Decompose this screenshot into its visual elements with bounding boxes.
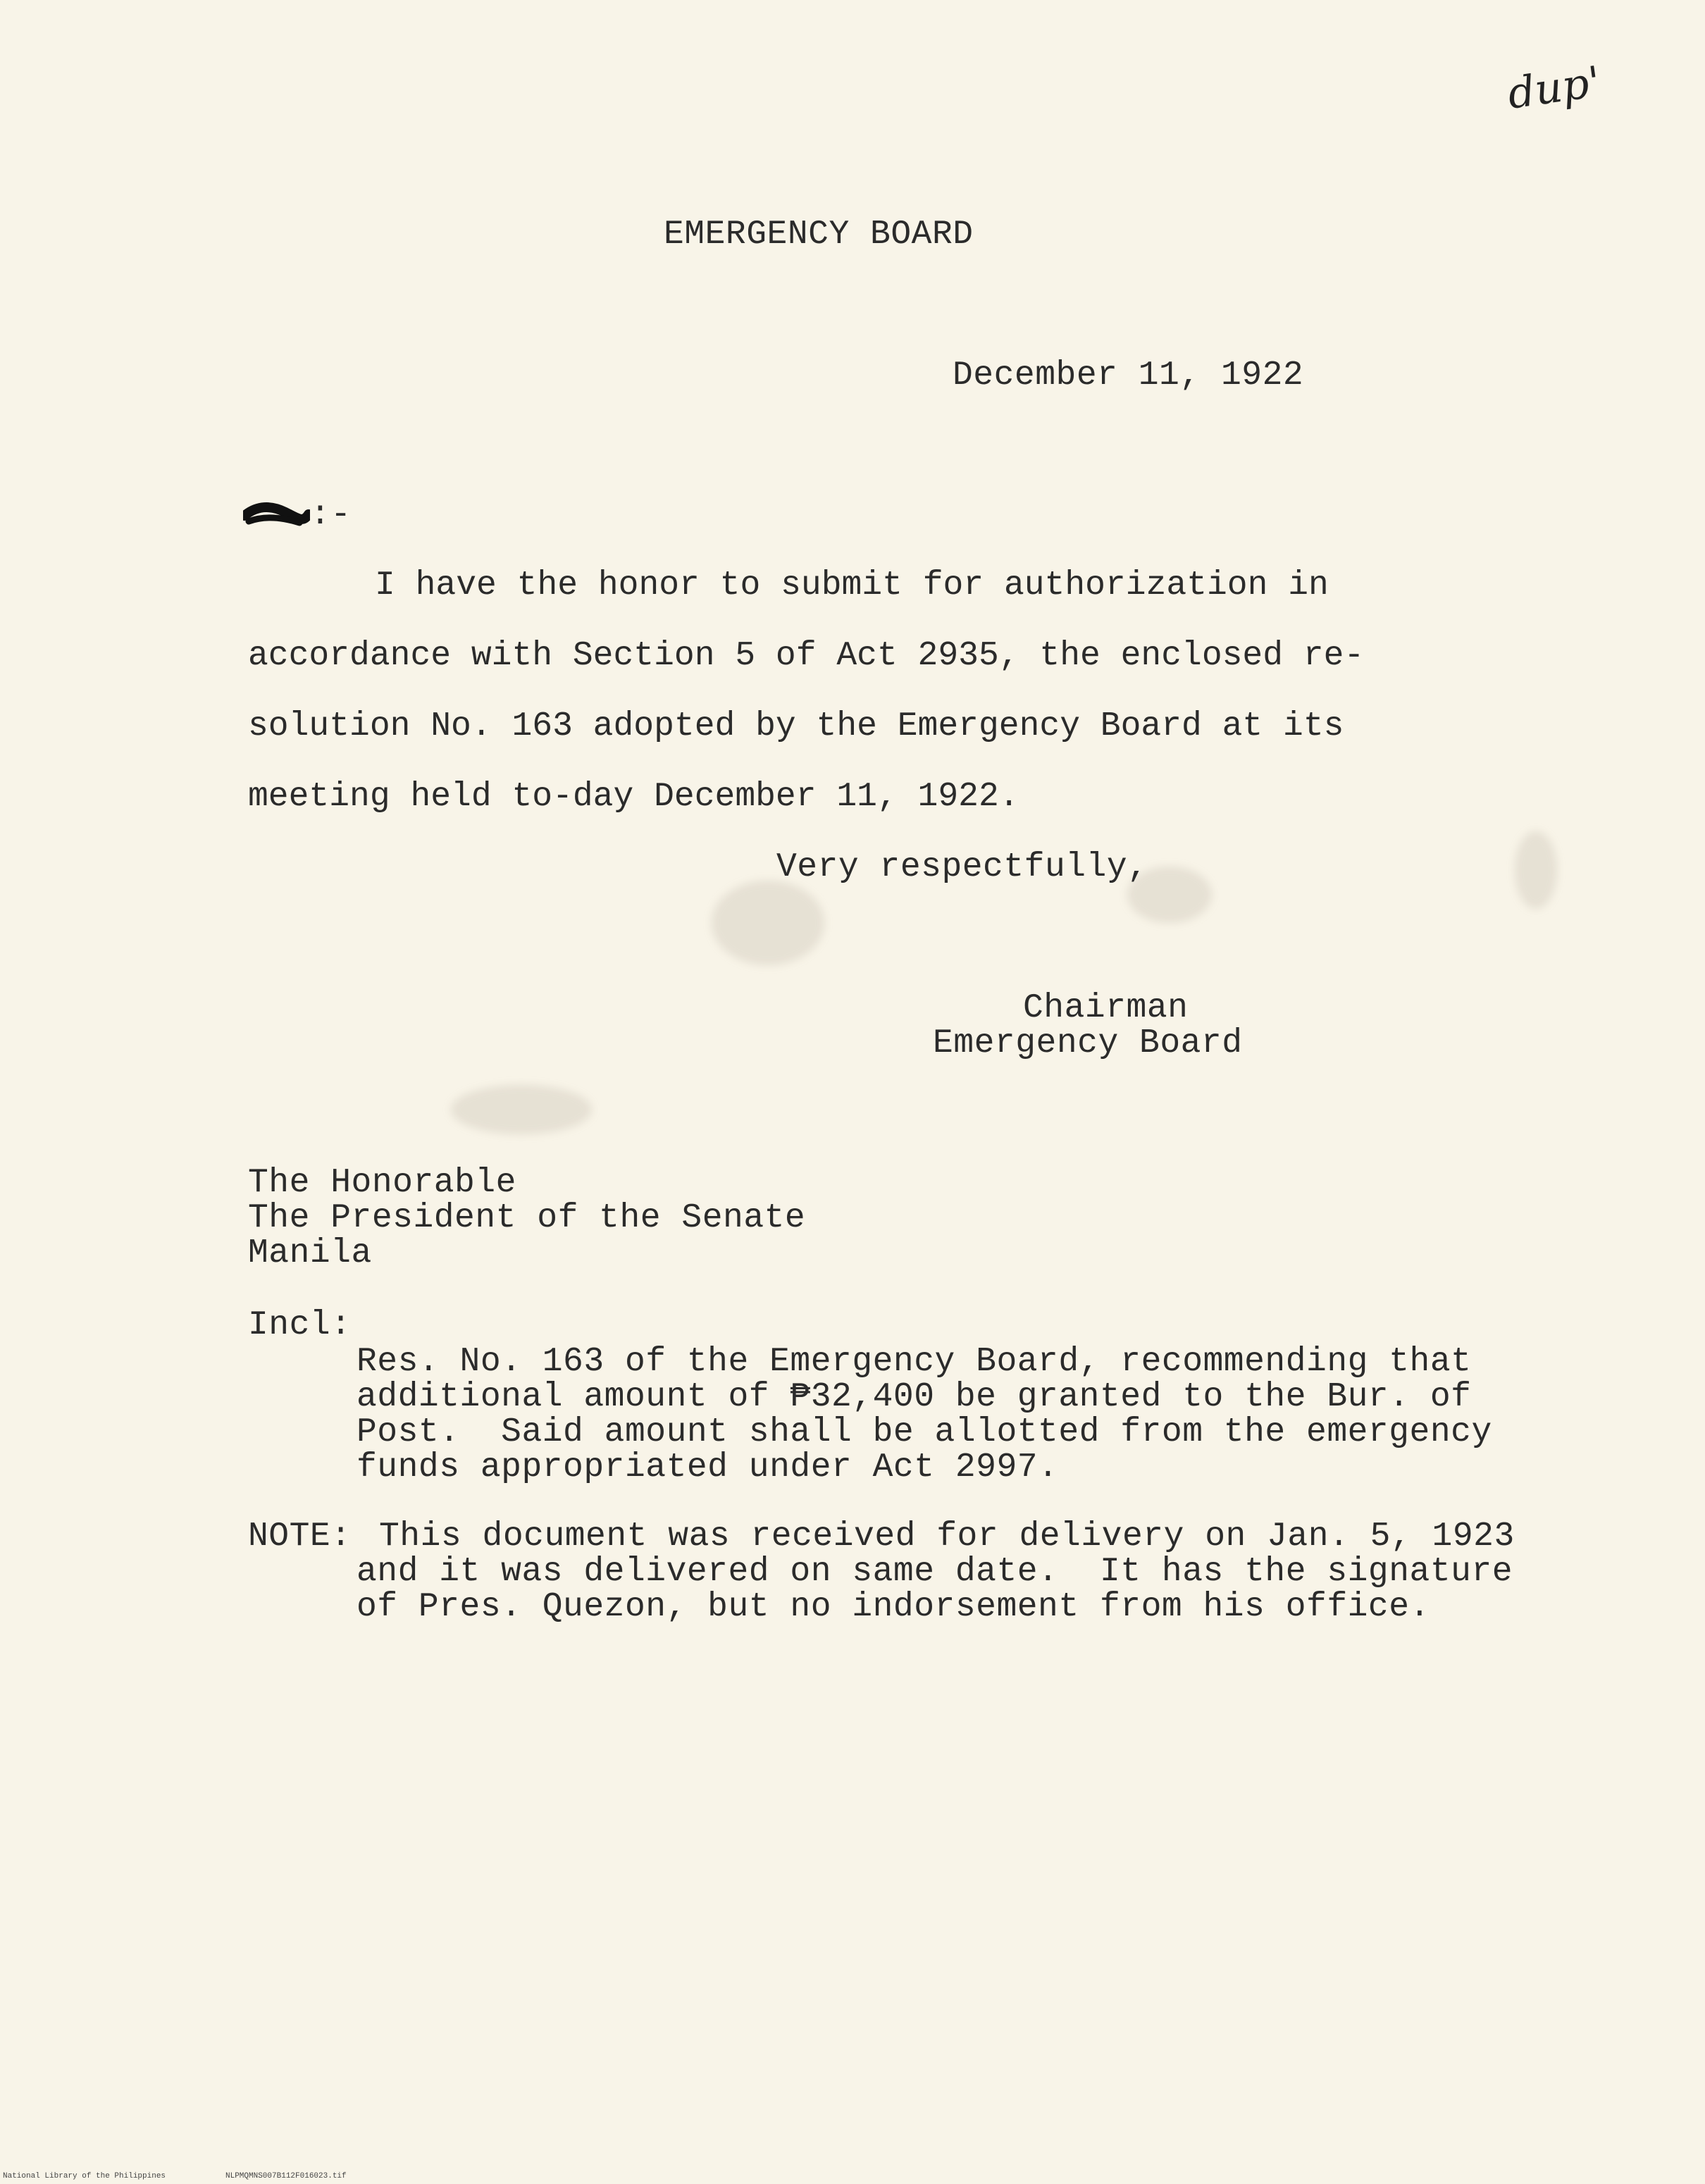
footer-institution: National Library of the Philippines [3,2172,166,2180]
enclosure-line: funds appropriated under Act 2997. [356,1448,1059,1487]
enclosure-line: Res. No. 163 of the Emergency Board, recommending that [356,1343,1472,1381]
closing: Very respectfully, [776,848,1148,886]
addressee-line: The Honorable [248,1164,516,1202]
note-line: and it was delivered on same date. It has the signature [356,1553,1513,1591]
letter-date: December 11, 1922 [953,356,1304,395]
redaction-scribble [243,502,310,530]
note-label: NOTE: [248,1518,352,1556]
paper-stain [1515,831,1557,909]
addressee-line: The President of the Senate [248,1199,806,1237]
enclosure-line: Post. Said amount shall be allotted from the emergency [356,1413,1492,1451]
footer-filename: NLPMQMNS007B112F016023.tif [225,2172,347,2180]
body-line: accordance with Section 5 of Act 2935, the enclosed re- [248,637,1365,675]
salutation: :- [310,496,352,534]
letter-heading: EMERGENCY BOARD [664,216,974,254]
paper-stain [712,881,824,965]
note-line: of Pres. Quezon, but no indorsement from his office. [356,1588,1430,1626]
addressee-line: Manila [248,1234,372,1272]
enclosure-line: additional amount of ₱32,400 be granted to the Bur. of [356,1378,1472,1416]
enclosure-label: Incl: [248,1306,352,1344]
handwritten-note: dup' [1504,57,1604,119]
body-line: meeting held to-day December 11, 1922. [248,778,1019,816]
signature-title: Chairman [1023,989,1189,1027]
note-line: This document was received for delivery on Jan. 5, 1923 [379,1518,1515,1556]
body-line: I have the honor to submit for authorization in [375,566,1329,604]
paper-stain [451,1085,592,1134]
signature-organization: Emergency Board [933,1024,1243,1062]
body-line: solution No. 163 adopted by the Emergency Board at its [248,707,1344,745]
